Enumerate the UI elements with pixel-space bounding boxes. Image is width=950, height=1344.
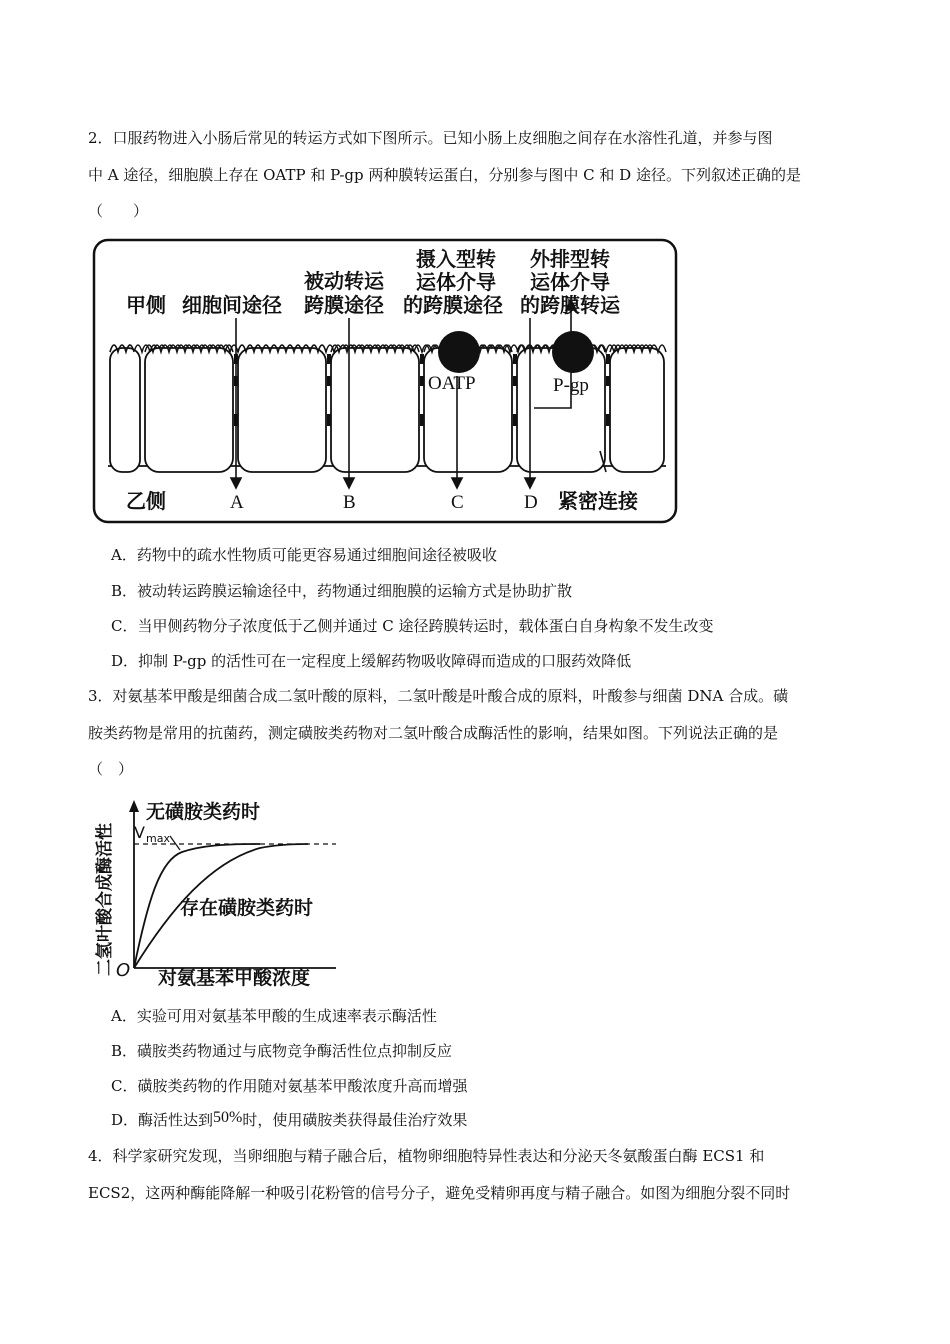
q3-option-d-pre: D．酶活性达到 <box>111 1111 214 1129</box>
q3-option-b: B．磺胺类药物通过与底物竞争酶活性位点抑制反应 <box>111 1042 453 1060</box>
path-c-label: C <box>451 492 464 513</box>
tight-junction-label: 紧密连接 <box>558 489 638 513</box>
side-top-label: 甲侧 <box>126 293 166 317</box>
q3-option-a: A．实验可用对氨基苯甲酸的生成速率表示酶活性 <box>111 1007 437 1025</box>
intercellular-path-label: 细胞间途径 <box>182 293 282 317</box>
q2-stem-line2: 中 A 途径，细胞膜上存在 OATP 和 P-gp 两种膜转运蛋白，分别参与图中 C 和 D 途径。下列叙述正确的是 <box>88 166 801 184</box>
path-a-label: A <box>230 492 244 513</box>
efflux-path-label-1: 外排型转 <box>530 247 610 271</box>
vmax-label: V <box>134 823 145 842</box>
curve-without-drug-label: 无磺胺类药时 <box>146 801 261 823</box>
q3-option-d-percent: 50% <box>213 1109 243 1126</box>
q2-stem-line1: 2．口服药物进入小肠后常见的转运方式如下图所示。已知小肠上皮细胞之间存在水溶性孔道，并参与图 <box>88 129 773 147</box>
pgp-carrier <box>552 331 594 373</box>
side-bottom-label: 乙侧 <box>126 489 166 513</box>
path-b-label: B <box>343 492 356 513</box>
vmax-subscript: max <box>146 832 170 845</box>
pgp-label: P-gp <box>553 375 589 396</box>
q4-stem-line1: 4．科学家研究发现，当卵细胞与精子融合后，植物卵细胞特异性表达和分泌天冬氨酸蛋白酶 ECS1 和 <box>88 1147 765 1165</box>
graph-y-label: 二氢叶酸合成酶活性 <box>95 823 115 976</box>
q3-stem-line1: 3．对氨基苯甲酸是细菌合成二氢叶酸的原料，二氢叶酸是叶酸合成的原料，叶酸参与细菌 DNA 合成。磺 <box>88 687 789 705</box>
q2-option-b: B．被动转运跨膜运输途径中，药物通过细胞膜的运输方式是协助扩散 <box>111 582 573 600</box>
enzyme-activity-graph <box>90 790 350 990</box>
uptake-path-label-3: 的跨膜途径 <box>403 293 503 317</box>
uptake-path-label-1: 摄入型转 <box>416 247 496 271</box>
efflux-path-label-2: 运体介导 <box>530 270 610 294</box>
q4-stem-line2: ECS2，这两种酶能降解一种吸引花粉管的信号分子，避免受精卵再度与精子融合。如图为细胞分裂不同时 <box>88 1184 791 1202</box>
q2-option-c: C．当甲侧药物分子浓度低于乙侧并通过 C 途径跨膜转运时，载体蛋白自身构象不发生改变 <box>111 617 714 635</box>
passive-path-label-2: 跨膜途径 <box>304 293 384 317</box>
oatp-carrier <box>438 331 480 373</box>
curve-with-drug-label: 存在磺胺类药时 <box>180 897 314 919</box>
q3-answer-paren: （ ） <box>88 760 134 778</box>
q3-option-d-post: 时，使用磺胺类获得最佳治疗效果 <box>242 1111 468 1129</box>
origin-label: O <box>116 960 131 981</box>
transport-diagram <box>90 236 682 528</box>
q2-option-d: D．抑制 P-gp 的活性可在一定程度上缓解药物吸收障碍而造成的口服药效降低 <box>111 652 632 670</box>
q3-option-c: C．磺胺类药物的作用随对氨基苯甲酸浓度升高而增强 <box>111 1077 468 1095</box>
path-d-label: D <box>524 492 538 513</box>
uptake-path-label-2: 运体介导 <box>416 270 496 294</box>
oatp-label: OATP <box>428 373 476 394</box>
graph-x-label: 对氨基苯甲酸浓度 <box>158 967 311 989</box>
q2-answer-paren: （ ） <box>88 202 149 220</box>
q3-stem-line2: 胺类药物是常用的抗菌药，测定磺胺类药物对二氢叶酸合成酶活性的影响，结果如图。下列说法正确的是 <box>88 724 779 742</box>
q3-option-d <box>111 1110 467 1131</box>
passive-path-label-1: 被动转运 <box>304 269 384 293</box>
efflux-path-label-3: 的跨膜转运 <box>520 293 620 317</box>
q2-option-a: A．药物中的疏水性物质可能更容易通过细胞间途径被吸收 <box>111 546 497 564</box>
